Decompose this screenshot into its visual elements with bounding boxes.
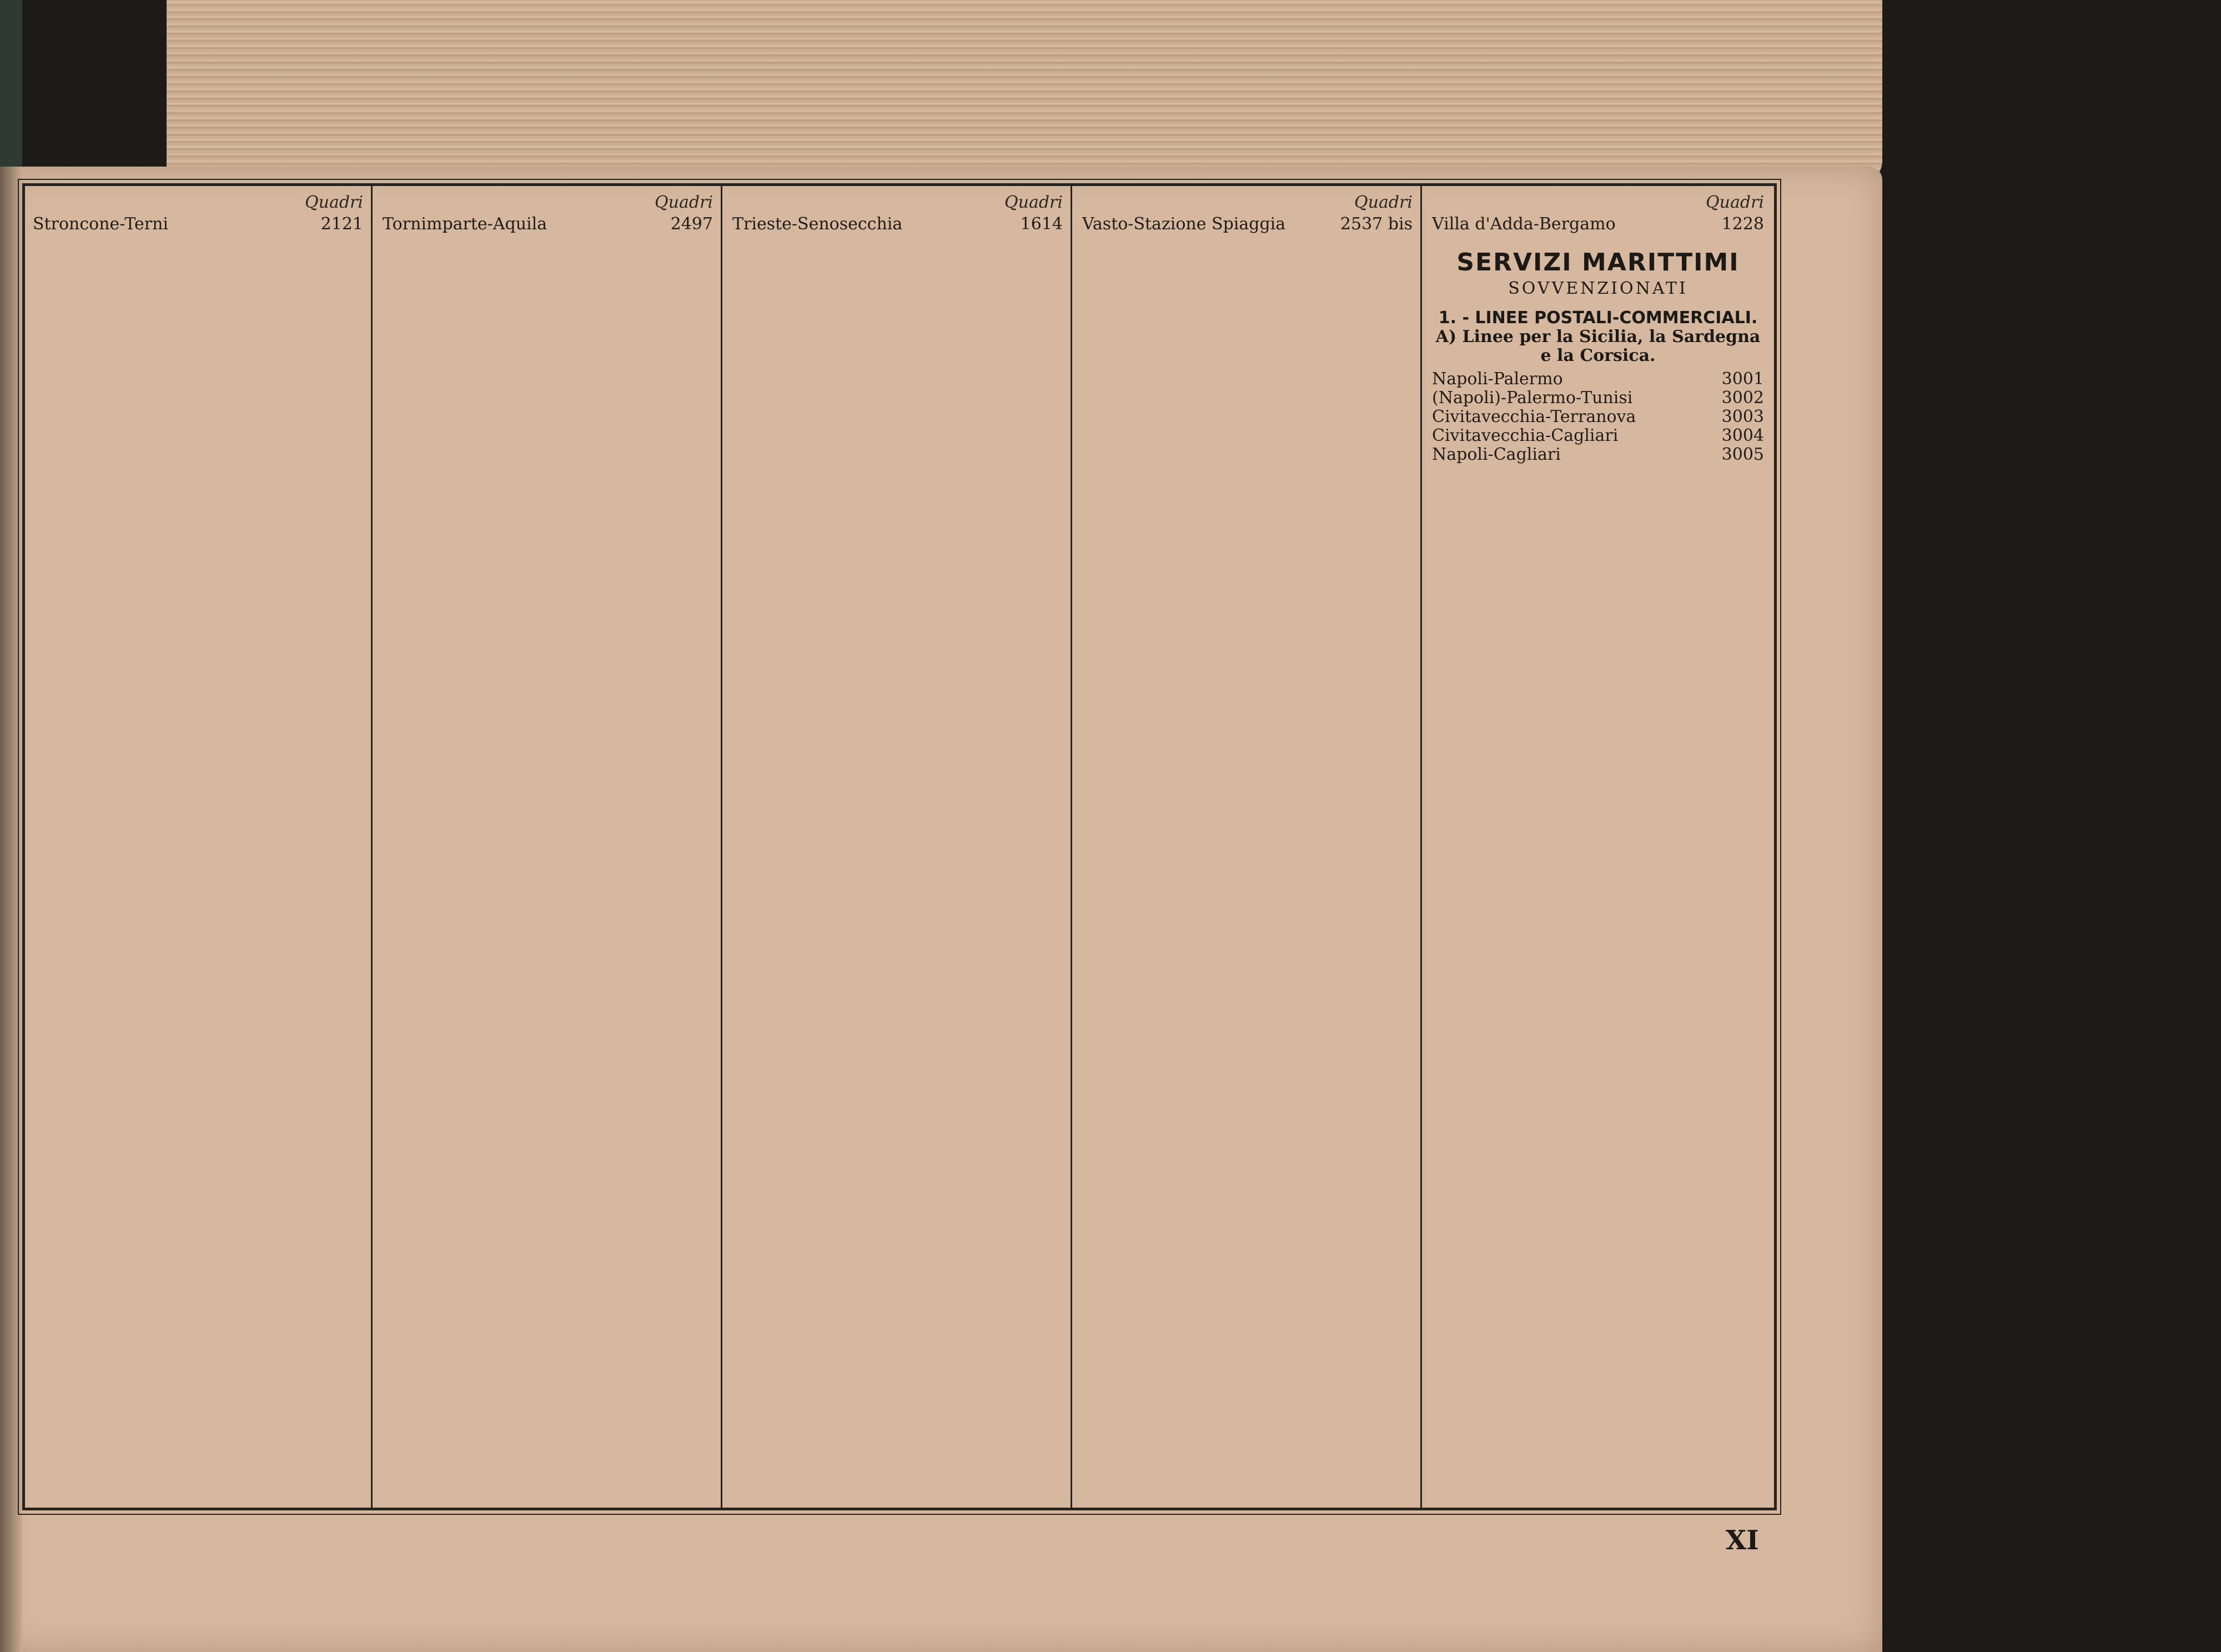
index-column: [1424, 186, 1772, 1508]
page-edges: [167, 0, 1882, 183]
column-entries: [383, 215, 713, 234]
entry-page-ref: 3005: [1721, 445, 1764, 464]
index-entry: [1432, 445, 1764, 464]
entry-name: Napoli-Palermo: [1432, 370, 1563, 389]
section-title: SERVIZI MARITTIMI: [1456, 248, 1740, 277]
column-header: Quadri: [1004, 193, 1063, 212]
index-entry: [1432, 408, 1764, 426]
column-header: Quadri: [655, 193, 713, 212]
entry-name: Villa d'Adda-Bergamo: [1432, 215, 1616, 234]
index-entry: [383, 215, 713, 234]
entry-page-ref: 3004: [1721, 426, 1764, 445]
index-frame: [22, 183, 1777, 1510]
entry-name: Vasto-Stazione Spiaggia: [1082, 215, 1286, 234]
entry-page-ref: 2121: [320, 214, 363, 234]
index-entry: [1432, 426, 1764, 445]
index-entry: [33, 215, 363, 234]
column-entries: [1432, 215, 1764, 234]
entry-name: Napoli-Cagliari: [1432, 445, 1561, 464]
index-column: [25, 186, 373, 1508]
section-subtitle: SOVVENZIONATI: [1508, 279, 1688, 298]
index-entry: [1432, 389, 1764, 408]
index-column: [1074, 186, 1422, 1508]
entry-name: (Napoli)-Palermo-Tunisi: [1432, 389, 1633, 408]
maritime-services-section: [1432, 248, 1764, 464]
index-entry: [1082, 215, 1413, 234]
index-entry: [1432, 215, 1764, 234]
entry-name: Trieste-Senosecchia: [732, 215, 903, 234]
index-column: [725, 186, 1072, 1508]
page-number: XI: [1726, 1525, 1759, 1556]
column-entries: [1082, 215, 1413, 234]
index-column: [375, 186, 722, 1508]
entry-page-ref: 2537 bis: [1340, 214, 1413, 234]
column-header: Quadri: [305, 193, 363, 212]
entry-name: Civitavecchia-Cagliari: [1432, 426, 1619, 445]
entry-page-ref: 3001: [1721, 369, 1764, 389]
entry-page-ref: 1228: [1721, 214, 1764, 234]
index-entry: [732, 215, 1063, 234]
entry-page-ref: 3003: [1721, 407, 1764, 426]
section-line-heading: 1. - LINEE POSTALI-COMMERCIALI.: [1438, 308, 1758, 328]
entry-name: Tornimparte-Aquila: [383, 215, 547, 234]
entry-page-ref: 2497: [670, 214, 713, 234]
column-header: Quadri: [1706, 193, 1764, 212]
section-line-subheading: A) Linee per la Sicilia, la Sardegna e la Corsica.: [1435, 327, 1761, 365]
column-entries: [732, 215, 1063, 234]
column-header: Quadri: [1354, 193, 1413, 212]
entry-page-ref: 1614: [1020, 214, 1063, 234]
book-page: [0, 167, 1882, 1652]
column-entries: [33, 215, 363, 234]
entry-page-ref: 3002: [1721, 388, 1764, 408]
page-gutter: [0, 167, 22, 1652]
maritime-route-list: [1432, 370, 1764, 464]
entry-name: Civitavecchia-Terranova: [1432, 408, 1636, 426]
entry-name: Stroncone-Terni: [33, 215, 169, 234]
index-entry: [1432, 370, 1764, 389]
